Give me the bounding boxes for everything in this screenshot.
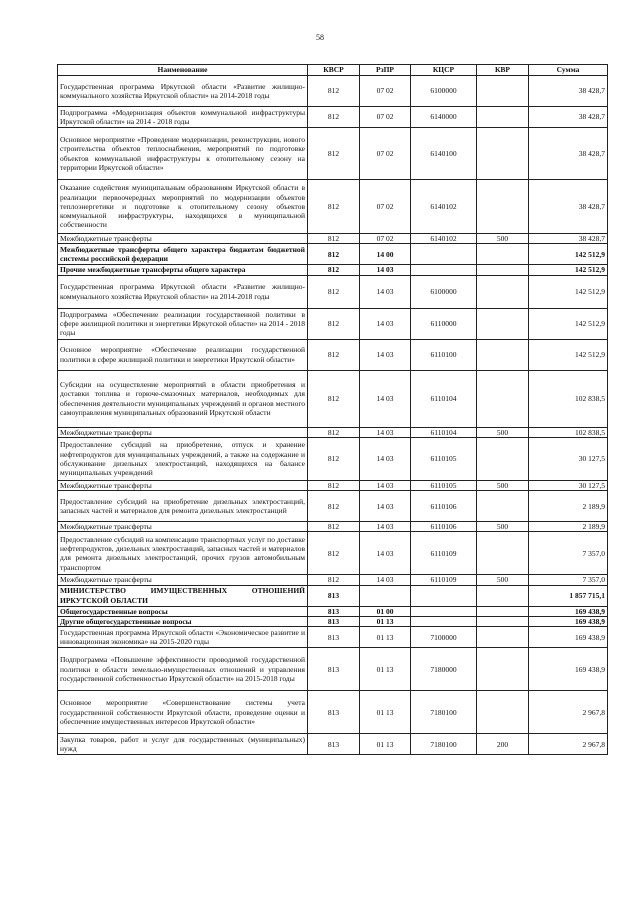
table-row bbox=[58, 339, 608, 370]
cell-kvr bbox=[477, 308, 529, 339]
cell-rzpr: 14 03 bbox=[360, 575, 411, 585]
table-row bbox=[58, 128, 608, 180]
cell-kvsr: 812 bbox=[308, 339, 360, 370]
cell-rzpr: 14 03 bbox=[360, 339, 411, 370]
cell-kvr: 200 bbox=[477, 734, 529, 755]
cell-kvsr: 812 bbox=[308, 244, 360, 265]
header-kcsr: КЦСР bbox=[411, 65, 477, 76]
cell-name: Предоставление субсидий на приобретение дизельных электростанций, запасных частей и материалов для ремонта дизельных электростанций bbox=[58, 491, 308, 522]
cell-name: Межбюджетные трансферты bbox=[58, 480, 308, 490]
cell-kvsr: 812 bbox=[308, 265, 360, 275]
cell-kvsr: 812 bbox=[308, 180, 360, 234]
table-row bbox=[58, 76, 608, 107]
cell-sum: 142 512,9 bbox=[529, 244, 608, 265]
cell-kcsr: 6110109 bbox=[411, 575, 477, 585]
cell-sum: 7 357,0 bbox=[529, 532, 608, 575]
cell-name: Межбюджетные трансферты bbox=[58, 427, 308, 437]
cell-rzpr: 01 13 bbox=[360, 734, 411, 755]
header-rzpr: РзПР bbox=[360, 65, 411, 76]
table-row bbox=[58, 575, 608, 585]
cell-sum: 2 967,8 bbox=[529, 691, 608, 734]
cell-kvr bbox=[477, 244, 529, 265]
cell-rzpr: 14 03 bbox=[360, 437, 411, 480]
cell-kvr bbox=[477, 532, 529, 575]
cell-kvsr: 812 bbox=[308, 575, 360, 585]
cell-rzpr: 14 03 bbox=[360, 370, 411, 427]
cell-sum: 38 428,7 bbox=[529, 234, 608, 244]
cell-sum: 30 127,5 bbox=[529, 480, 608, 490]
table-row bbox=[58, 606, 608, 616]
table-row bbox=[58, 437, 608, 480]
header-sum: Сумма bbox=[529, 65, 608, 76]
cell-rzpr: 14 03 bbox=[360, 480, 411, 490]
cell-rzpr: 01 00 bbox=[360, 606, 411, 616]
cell-kvsr: 813 bbox=[308, 606, 360, 616]
cell-rzpr: 01 13 bbox=[360, 627, 411, 648]
cell-kcsr: 6100000 bbox=[411, 275, 477, 308]
cell-kvsr: 812 bbox=[308, 427, 360, 437]
cell-kvr bbox=[477, 491, 529, 522]
cell-name: МИНИСТЕРСТВО ИМУЩЕСТВЕННЫХ ОТНОШЕНИЙ ИРКУТСКОЙ ОБЛАСТИ bbox=[58, 585, 308, 606]
table-row bbox=[58, 585, 608, 606]
cell-kvr bbox=[477, 617, 529, 627]
cell-kcsr: 7180000 bbox=[411, 648, 477, 691]
cell-kvr bbox=[477, 339, 529, 370]
table-row bbox=[58, 107, 608, 128]
cell-sum: 142 512,9 bbox=[529, 265, 608, 275]
cell-name: Подпрограмма «Повышение эффективности проводимой государственной политики в области земельно-имущественных отношений и управления государственной собственностью Иркутской области» на 2015-2018 годы bbox=[58, 648, 308, 691]
cell-kcsr: 6110106 bbox=[411, 522, 477, 532]
cell-rzpr: 14 03 bbox=[360, 427, 411, 437]
cell-kvsr: 812 bbox=[308, 491, 360, 522]
cell-kcsr: 6140102 bbox=[411, 180, 477, 234]
cell-name: Государственная программа Иркутской области «Экономическое развитие и инновационная экономика» на 2015-2020 годы bbox=[58, 627, 308, 648]
cell-kvr: 500 bbox=[477, 427, 529, 437]
cell-sum: 2 189,9 bbox=[529, 522, 608, 532]
cell-sum: 142 512,9 bbox=[529, 275, 608, 308]
cell-kcsr bbox=[411, 606, 477, 616]
cell-kvsr: 812 bbox=[308, 275, 360, 308]
table-body bbox=[58, 76, 608, 755]
cell-sum: 169 438,9 bbox=[529, 617, 608, 627]
cell-kcsr: 6100000 bbox=[411, 76, 477, 107]
cell-rzpr: 07 02 bbox=[360, 234, 411, 244]
cell-sum: 2 189,9 bbox=[529, 491, 608, 522]
table-row bbox=[58, 480, 608, 490]
cell-name: Субсидии на осуществление мероприятий в области приобретения и доставки топлива и горюче-смазочных материалов, необходимых для обеспечения деятельности муниципальных учреждений и органов местного самоуправления муниципальных образований Иркутской области bbox=[58, 370, 308, 427]
cell-kvsr: 813 bbox=[308, 627, 360, 648]
cell-name: Предоставление субсидий на приобретение, отпуск и хранение нефтепродуктов для муниципальных учреждений, а также на содержание и обслуживание дизельных электростанций, находящихся на балансе муниципальных учреждений bbox=[58, 437, 308, 480]
cell-sum: 38 428,7 bbox=[529, 107, 608, 128]
cell-kvr bbox=[477, 370, 529, 427]
cell-name: Межбюджетные трансферты bbox=[58, 575, 308, 585]
cell-sum: 169 438,9 bbox=[529, 648, 608, 691]
cell-rzpr: 01 13 bbox=[360, 691, 411, 734]
cell-rzpr: 14 00 bbox=[360, 244, 411, 265]
cell-kcsr bbox=[411, 585, 477, 606]
cell-sum: 38 428,7 bbox=[529, 76, 608, 107]
cell-rzpr: 07 02 bbox=[360, 180, 411, 234]
cell-kvr bbox=[477, 265, 529, 275]
cell-rzpr bbox=[360, 585, 411, 606]
cell-kcsr: 6110109 bbox=[411, 532, 477, 575]
cell-kvsr: 812 bbox=[308, 437, 360, 480]
cell-kvsr: 813 bbox=[308, 648, 360, 691]
cell-kcsr: 6110000 bbox=[411, 308, 477, 339]
cell-kvr: 500 bbox=[477, 234, 529, 244]
table-row bbox=[58, 180, 608, 234]
cell-rzpr: 14 03 bbox=[360, 275, 411, 308]
cell-kvr bbox=[477, 691, 529, 734]
cell-kcsr: 6110100 bbox=[411, 339, 477, 370]
cell-rzpr: 01 13 bbox=[360, 648, 411, 691]
cell-kcsr: 7100000 bbox=[411, 627, 477, 648]
table-row bbox=[58, 648, 608, 691]
cell-name: Межбюджетные трансферты bbox=[58, 522, 308, 532]
cell-kvsr: 812 bbox=[308, 480, 360, 490]
cell-name: Оказание содействия муниципальным образованиям Иркутской области в реализации первоочередных мероприятий по модернизации объектов теплоэнергетики и подготовке к отопительному сезону объектов коммунальной инфраструктуры, находящихся в муниципальной собственности bbox=[58, 180, 308, 234]
table-row bbox=[58, 234, 608, 244]
cell-kcsr: 6110106 bbox=[411, 491, 477, 522]
cell-kcsr bbox=[411, 617, 477, 627]
table-row bbox=[58, 532, 608, 575]
cell-kvr bbox=[477, 648, 529, 691]
cell-rzpr: 14 03 bbox=[360, 491, 411, 522]
cell-kvr bbox=[477, 585, 529, 606]
cell-kvsr: 812 bbox=[308, 234, 360, 244]
cell-name: Основное мероприятие «Совершенствование системы учета государственной собственности Иркутской области, проведение оценки и обеспечение имущественных интересов Иркутской области» bbox=[58, 691, 308, 734]
cell-kvsr: 813 bbox=[308, 585, 360, 606]
cell-sum: 38 428,7 bbox=[529, 128, 608, 180]
table-row bbox=[58, 427, 608, 437]
cell-kvsr: 812 bbox=[308, 370, 360, 427]
cell-sum: 1 857 715,1 bbox=[529, 585, 608, 606]
cell-sum: 102 838,5 bbox=[529, 370, 608, 427]
cell-rzpr: 07 02 bbox=[360, 107, 411, 128]
cell-name: Межбюджетные трансферты bbox=[58, 234, 308, 244]
cell-name: Подпрограмма «Обеспечение реализации государственной политики в сфере жилищной политики и энергетики Иркутской области» на 2014 - 2018 годы bbox=[58, 308, 308, 339]
cell-sum: 142 512,9 bbox=[529, 339, 608, 370]
cell-kvr bbox=[477, 76, 529, 107]
cell-sum: 38 428,7 bbox=[529, 180, 608, 234]
cell-kvsr: 812 bbox=[308, 308, 360, 339]
cell-kvsr: 813 bbox=[308, 691, 360, 734]
cell-kcsr: 6140102 bbox=[411, 234, 477, 244]
cell-name: Подпрограмма «Модернизация объектов коммунальной инфраструктуры Иркутской области» на 2014 - 2018 годы bbox=[58, 107, 308, 128]
table-row bbox=[58, 627, 608, 648]
cell-kcsr bbox=[411, 244, 477, 265]
cell-kcsr: 6140100 bbox=[411, 128, 477, 180]
cell-kvsr: 812 bbox=[308, 76, 360, 107]
cell-kvsr: 812 bbox=[308, 107, 360, 128]
budget-table bbox=[57, 64, 608, 755]
cell-name: Основное мероприятие «Обеспечение реализации государственной политики в сфере жилищной политики и энергетики Иркутской области» bbox=[58, 339, 308, 370]
cell-rzpr: 07 02 bbox=[360, 76, 411, 107]
cell-kcsr: 7180100 bbox=[411, 734, 477, 755]
cell-kcsr: 6110105 bbox=[411, 480, 477, 490]
table-row bbox=[58, 734, 608, 755]
cell-kvsr: 812 bbox=[308, 532, 360, 575]
cell-kvr bbox=[477, 180, 529, 234]
cell-rzpr: 14 03 bbox=[360, 308, 411, 339]
cell-kvr bbox=[477, 275, 529, 308]
table-row bbox=[58, 617, 608, 627]
table-row bbox=[58, 244, 608, 265]
table-row bbox=[58, 370, 608, 427]
cell-kcsr bbox=[411, 265, 477, 275]
cell-kcsr: 6110105 bbox=[411, 437, 477, 480]
header-kvsr: КВСР bbox=[308, 65, 360, 76]
cell-name: Государственная программа Иркутской области «Развитие жилищно-коммунального хозяйства Иркутской области» на 2014-2018 годы bbox=[58, 275, 308, 308]
cell-sum: 169 438,9 bbox=[529, 627, 608, 648]
table-row bbox=[58, 308, 608, 339]
table-row bbox=[58, 691, 608, 734]
cell-name: Предоставление субсидий на компенсацию транспортных услуг по доставке нефтепродуктов, дизельных электростанций, запасных частей и материалов для ремонта дизельных электростанций, прочих грузов автомобильным транспортом bbox=[58, 532, 308, 575]
cell-kvr bbox=[477, 107, 529, 128]
page-number: 58 bbox=[316, 33, 324, 42]
cell-kvr bbox=[477, 437, 529, 480]
cell-kvr: 500 bbox=[477, 575, 529, 585]
table-row bbox=[58, 522, 608, 532]
cell-sum: 30 127,5 bbox=[529, 437, 608, 480]
cell-name: Основное мероприятие «Проведение модернизации, реконструкции, нового строительства объектов теплоснабжения, мероприятий по подготовке объектов коммунальной инфраструктуры к отопительному сезону на территории Иркутской области» bbox=[58, 128, 308, 180]
cell-name: Другие общегосударственные вопросы bbox=[58, 617, 308, 627]
cell-name: Общегосударственные вопросы bbox=[58, 606, 308, 616]
header-kvr: КВР bbox=[477, 65, 529, 76]
cell-kvr bbox=[477, 606, 529, 616]
cell-kvr: 500 bbox=[477, 522, 529, 532]
cell-sum: 2 967,8 bbox=[529, 734, 608, 755]
cell-sum: 7 357,0 bbox=[529, 575, 608, 585]
cell-kcsr: 7180100 bbox=[411, 691, 477, 734]
header-name: Наименование bbox=[58, 65, 308, 76]
cell-kvr: 500 bbox=[477, 480, 529, 490]
cell-kvsr: 812 bbox=[308, 128, 360, 180]
cell-kvr bbox=[477, 128, 529, 180]
cell-kvsr: 812 bbox=[308, 522, 360, 532]
cell-kvsr: 813 bbox=[308, 734, 360, 755]
cell-sum: 169 438,9 bbox=[529, 606, 608, 616]
cell-name: Государственная программа Иркутской области «Развитие жилищно-коммунального хозяйства Иркутской области» на 2014-2018 годы bbox=[58, 76, 308, 107]
cell-sum: 102 838,5 bbox=[529, 427, 608, 437]
table-row bbox=[58, 265, 608, 275]
table-row bbox=[58, 491, 608, 522]
cell-kcsr: 6140000 bbox=[411, 107, 477, 128]
cell-rzpr: 14 03 bbox=[360, 522, 411, 532]
cell-kvsr: 813 bbox=[308, 617, 360, 627]
cell-kcsr: 6110104 bbox=[411, 370, 477, 427]
cell-kvr bbox=[477, 627, 529, 648]
cell-name: Закупка товаров, работ и услуг для государственных (муниципальных) нужд bbox=[58, 734, 308, 755]
table-row bbox=[58, 275, 608, 308]
cell-rzpr: 01 13 bbox=[360, 617, 411, 627]
cell-sum: 142 512,9 bbox=[529, 308, 608, 339]
table-header-row bbox=[58, 65, 608, 76]
cell-rzpr: 14 03 bbox=[360, 532, 411, 575]
cell-kcsr: 6110104 bbox=[411, 427, 477, 437]
cell-name: Прочие межбюджетные трансферты общего характера bbox=[58, 265, 308, 275]
cell-rzpr: 07 02 bbox=[360, 128, 411, 180]
cell-rzpr: 14 03 bbox=[360, 265, 411, 275]
cell-name: Межбюджетные трансферты общего характера бюджетам бюджетной системы российской федерации bbox=[58, 244, 308, 265]
